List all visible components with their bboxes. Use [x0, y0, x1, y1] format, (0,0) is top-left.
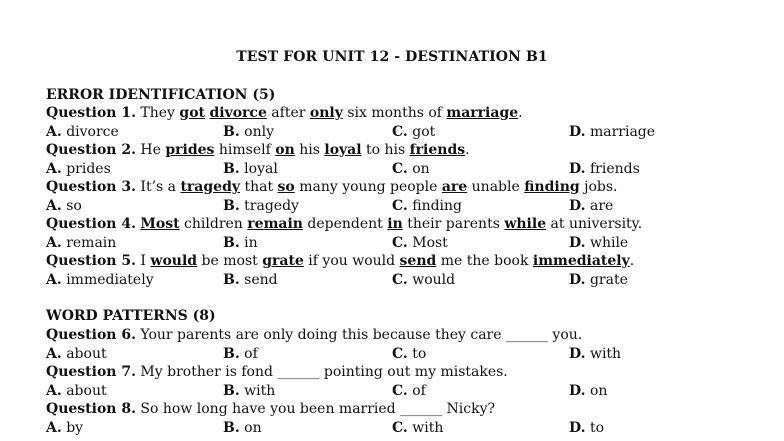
underlined-word: prides	[165, 142, 215, 158]
question-text: if you would	[303, 253, 400, 269]
question-text: .	[629, 253, 635, 269]
option-b: B. tragedy	[223, 198, 299, 214]
option-a: A. by	[46, 420, 84, 436]
question-text: six months of	[342, 105, 447, 121]
underlined-word: loyal	[324, 142, 362, 158]
section-heading-error-identification: ERROR IDENTIFICATION (5)	[46, 87, 276, 103]
underlined-word: would	[150, 253, 198, 269]
question-number: Question 4.	[46, 216, 136, 232]
underlined-word: send	[399, 253, 437, 269]
question-text: to his	[361, 142, 410, 158]
question-text: .	[518, 105, 523, 121]
question-number: Question 8.	[46, 401, 136, 417]
option-d: D. with	[569, 346, 622, 362]
question-text: They	[135, 105, 180, 121]
question-text: be most	[197, 253, 263, 269]
question-text: .	[465, 142, 470, 158]
question-6	[46, 327, 582, 343]
option-c: C. on	[392, 161, 430, 177]
question-text: children	[179, 216, 248, 232]
question-text: My brother is fond ______ pointing out my mistakes.	[135, 364, 508, 380]
question-text: unable	[467, 179, 525, 195]
underlined-word: in	[387, 216, 403, 232]
option-d: D. friends	[569, 161, 640, 177]
question-8	[46, 401, 495, 417]
option-c: C. Most	[392, 235, 448, 251]
option-b: B. with	[223, 383, 276, 399]
question-2	[46, 142, 470, 158]
question-number: Question 7.	[46, 364, 136, 380]
option-d: D. to	[569, 420, 605, 436]
option-c: C. of	[392, 383, 426, 399]
question-text: many young people	[294, 179, 442, 195]
option-a: A. so	[46, 198, 82, 214]
question-text: that	[240, 179, 278, 195]
underlined-word: Most	[140, 216, 180, 232]
option-a: A. divorce	[46, 124, 119, 140]
question-text: at university.	[546, 216, 643, 232]
question-text: their parents	[402, 216, 505, 232]
question-text: Your parents are only doing this because they care ______ you.	[135, 327, 583, 343]
option-b: B. send	[223, 272, 278, 288]
underlined-word: are	[441, 179, 468, 195]
option-c: C. to	[392, 346, 427, 362]
question-number: Question 2.	[46, 142, 136, 158]
question-1	[46, 105, 523, 121]
question-text: He	[135, 142, 166, 158]
option-c: C. with	[392, 420, 444, 436]
question-4	[46, 216, 642, 232]
option-d: D. are	[569, 198, 614, 214]
underlined-word: so	[277, 179, 295, 195]
option-d: D. grate	[569, 272, 628, 288]
option-d: D. on	[569, 383, 608, 399]
underlined-word: grate	[262, 253, 304, 269]
document-title: TEST FOR UNIT 12 - DESTINATION B1	[236, 49, 548, 65]
question-text: So how long have you been married ______ Nicky?	[135, 401, 496, 417]
underlined-word: tragedy	[180, 179, 241, 195]
question-5	[46, 253, 634, 269]
question-text: dependent	[302, 216, 388, 232]
option-a: A. about	[46, 383, 107, 399]
underlined-word: finding	[524, 179, 580, 195]
question-3	[46, 179, 618, 195]
option-b: B. only	[223, 124, 275, 140]
question-text: his	[294, 142, 325, 158]
question-number: Question 5.	[46, 253, 136, 269]
option-b: B. of	[223, 346, 258, 362]
question-number: Question 1.	[46, 105, 136, 121]
underlined-word: remain	[247, 216, 303, 232]
option-c: C. finding	[392, 198, 463, 214]
option-d: D. while	[569, 235, 629, 251]
underlined-word: friends	[409, 142, 466, 158]
option-a: A. immediately	[46, 272, 154, 288]
question-text: I	[135, 253, 151, 269]
section-heading-word-patterns: WORD PATTERNS (8)	[46, 308, 216, 324]
option-c: C. would	[392, 272, 456, 288]
option-b: B. on	[223, 420, 262, 436]
underlined-word: only	[309, 105, 343, 121]
question-text: It’s a	[135, 179, 181, 195]
question-number: Question 6.	[46, 327, 136, 343]
question-text: himself	[214, 142, 276, 158]
underlined-word: while	[504, 216, 547, 232]
option-b: B. loyal	[223, 161, 278, 177]
option-b: B. in	[223, 235, 258, 251]
underlined-word: divorce	[209, 105, 267, 121]
question-text: after	[266, 105, 310, 121]
underlined-word: marriage	[446, 105, 519, 121]
option-a: A. prides	[46, 161, 111, 177]
option-d: D. marriage	[569, 124, 656, 140]
option-a: A. remain	[46, 235, 117, 251]
question-number: Question 3.	[46, 179, 136, 195]
option-a: A. about	[46, 346, 107, 362]
underlined-word: got	[179, 105, 206, 121]
option-c: C. got	[392, 124, 436, 140]
question-text: jobs.	[579, 179, 618, 195]
question-7	[46, 364, 508, 380]
underlined-word: on	[275, 142, 295, 158]
underlined-word: immediately	[532, 253, 630, 269]
question-text: me the book	[436, 253, 533, 269]
